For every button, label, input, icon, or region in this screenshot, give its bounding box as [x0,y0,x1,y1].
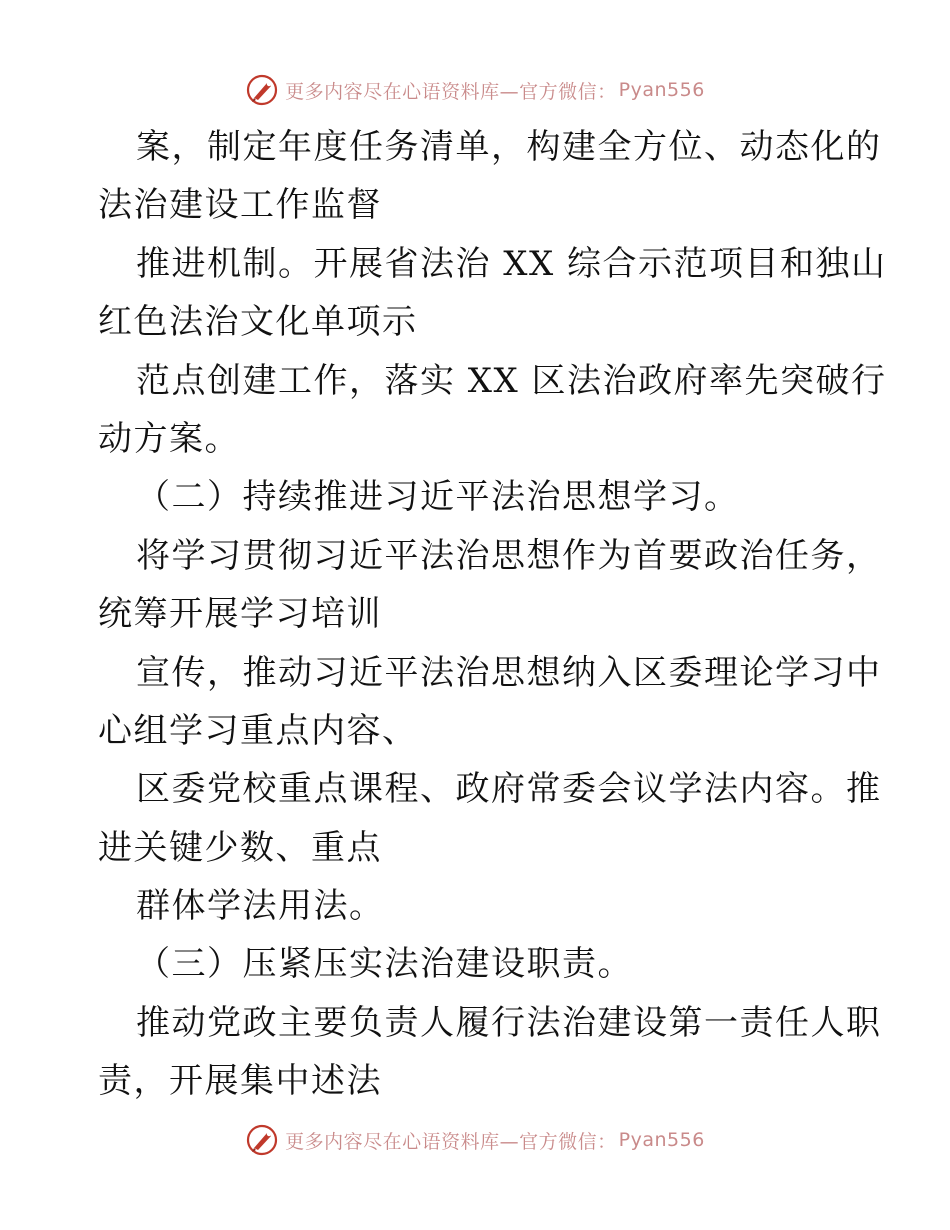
document-body [98,118,887,1111]
paragraph-line: 区委党校重点课程、政府常委会议学法内容。推 [136,769,882,810]
pen-circle-logo-icon [245,73,279,107]
paragraph-line: 范点创建工作，落实 XX 区法治政府率先突破行 [136,360,887,401]
paragraph-line: （三）压紧压实法治建设职责。 [136,944,633,985]
watermark-wechat-id: Pyan556 [618,79,705,101]
watermark-header [0,70,950,110]
paragraph-line: 宣传，推动习近平法治思想纳入区委理论学习中 [136,652,882,693]
paragraph-line: 动方案。 [98,418,240,459]
paragraph-line: （二）持续推进习近平法治思想学习。 [136,477,740,518]
watermark-wechat-id: Pyan556 [618,1129,705,1151]
paragraph-line: 推进机制。开展省法治 XX 综合示范项目和独山 [136,243,887,284]
paragraph-line: 群体学法用法。 [136,886,385,927]
paragraph-line: 责，开展集中述法 [98,1061,382,1102]
paragraph-line: 法治建设工作监督 [98,185,382,226]
pen-circle-logo-icon [245,1123,279,1157]
paragraph-line: 将学习贯彻习近平法治思想作为首要政治任务， [136,535,882,576]
watermark-footer [0,1120,950,1160]
paragraph-line: 统筹开展学习培训 [98,594,382,635]
paragraph-line: 红色法治文化单项示 [98,302,418,343]
paragraph-line: 进关键少数、重点 [98,827,382,868]
paragraph-line: 心组学习重点内容、 [98,710,418,751]
watermark-text: 更多内容尽在心语资料库—官方微信： [285,80,617,103]
paragraph-line: 案，制定年度任务清单，构建全方位、动态化的 [136,127,882,167]
watermark-text: 更多内容尽在心语资料库—官方微信： [285,1130,617,1153]
paragraph-line: 推动党政主要负责人履行法治建设第一责任人职 [136,1002,882,1043]
